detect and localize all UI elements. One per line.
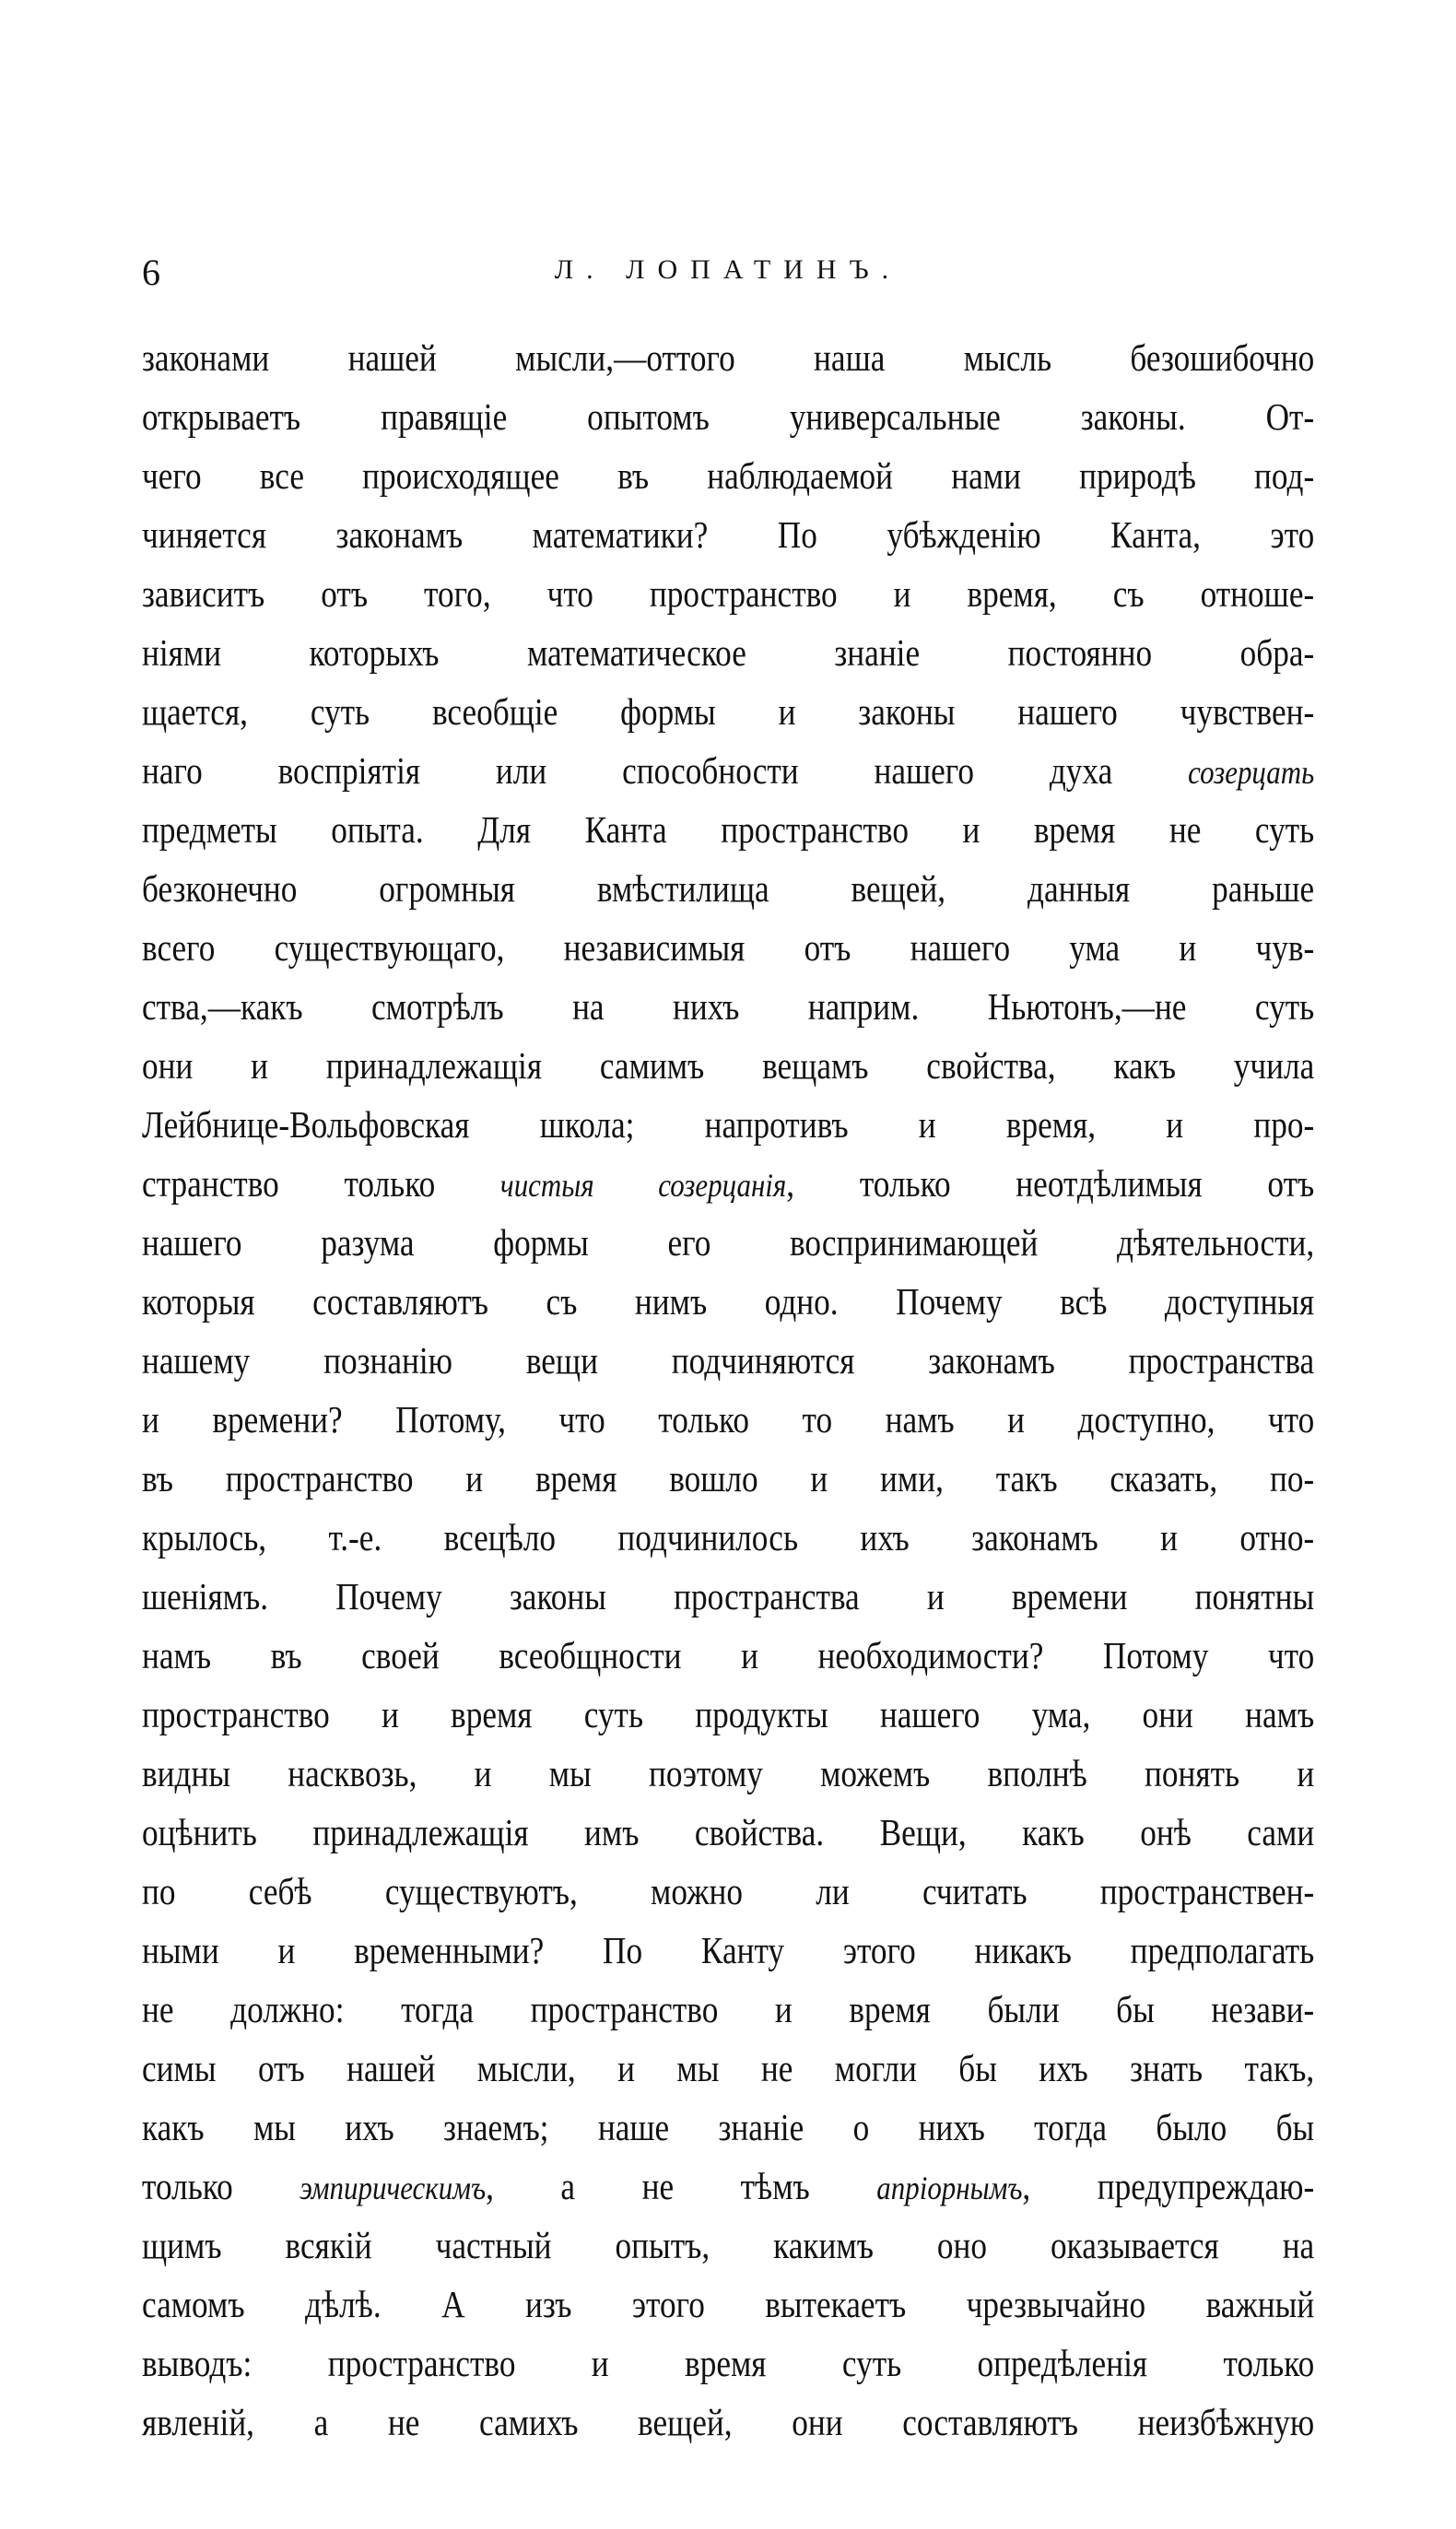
text-segment: , а не тѣмъ [486,2165,877,2207]
text-line [142,1567,1314,1626]
italic-text: созерцать [1188,754,1315,791]
text-segment: которыя составляютъ съ нимъ одно. Почему всѣ доступныя [142,1280,1315,1323]
text-segment: ными и временными? По Канту этого никакъ предполагать [142,1929,1315,1971]
body-text [142,328,1314,2452]
text-line [142,564,1314,623]
text-segment: наго воспріятія или способности нашего духа [142,749,1189,792]
text-segment: явленій, а не самихъ вещей, они составляютъ неизбѣжную [142,2401,1315,2443]
text-line [142,1626,1314,1685]
text-segment: предметы опыта. Для Канта пространство и время не суть [142,808,1315,851]
text-segment: ніями которыхъ математическое знаніе постоянно обра- [142,631,1315,674]
text-segment: они и принадлежащія самимъ вещамъ свойства, какъ учила [142,1044,1315,1087]
text-segment: Лейбнице-Вольфовская школа; напротивъ и время, и про- [142,1103,1315,1146]
text-segment: выводъ: пространство и время суть опредѣленія только [142,2342,1315,2384]
running-header [142,251,1314,297]
text-line [142,2157,1314,2216]
text-segment: щимъ всякій частный опытъ, какимъ оно оказывается на [142,2224,1315,2266]
text-line [142,1449,1314,1508]
text-line [142,800,1314,859]
text-segment: по себѣ существуютъ, можно ли считать пространствен- [142,1870,1315,1912]
text-segment: , только неотдѣлимыя отъ [786,1162,1315,1205]
text-line [142,1154,1314,1213]
text-line [142,741,1314,800]
text-line [142,977,1314,1036]
text-segment: всего существующаго, независимыя отъ нашего ума и чув- [142,926,1315,969]
text-segment: симы отъ нашей мысли, и мы не могли бы ихъ знать такъ, [142,2047,1315,2089]
text-line [142,2039,1314,2098]
page-number: 6 [142,252,160,293]
text-segment: въ пространство и время вошло и ими, такъ сказать, по- [142,1457,1315,1500]
italic-text: апріорнымъ [876,2170,1023,2206]
text-segment: видны насквозь, и мы поэтому можемъ вполнѣ понять и [142,1752,1315,1794]
text-segment: и времени? Потому, что только то намъ и доступно, что [142,1398,1315,1441]
text-line [142,505,1314,564]
text-line [142,1036,1314,1095]
text-segment: чиняется законамъ математики? По убѣжденію Канта, это [142,513,1315,556]
text-line [142,1980,1314,2039]
text-segment: не должно: тогда пространство и время были бы незави- [142,1988,1315,2030]
text-line [142,1095,1314,1154]
text-segment: пространство и время суть продукты нашего ума, они намъ [142,1693,1315,1735]
text-line [142,1390,1314,1449]
text-line [142,682,1314,741]
text-segment: чего все происходящее въ наблюдаемой нами природѣ под- [142,454,1315,497]
text-segment: только [142,2165,300,2207]
text-line [142,918,1314,977]
text-segment: ства,—какъ смотрѣлъ на нихъ наприм. Ньютонъ,—не суть [142,985,1315,1028]
text-segment: оцѣнить принадлежащія имъ свойства. Вещи, какъ онѣ сами [142,1811,1315,1853]
text-segment: шеніямъ. Почему законы пространства и времени понятны [142,1575,1315,1617]
text-line [142,859,1314,918]
text-line [142,1803,1314,1862]
text-segment: какъ мы ихъ знаемъ; наше знаніе о нихъ тогда было бы [142,2106,1315,2148]
text-segment: самомъ дѣлѣ. А изъ этого вытекаетъ чрезвычайно важный [142,2283,1315,2325]
text-line [142,1272,1314,1331]
text-segment: крылось, т.-е. всецѣло подчинилось ихъ законамъ и отно- [142,1516,1315,1559]
text-line [142,2098,1314,2157]
text-line [142,2393,1314,2452]
text-line [142,1213,1314,1272]
text-line [142,446,1314,505]
text-segment: странство только [142,1162,500,1205]
text-line [142,2334,1314,2393]
text-line [142,1331,1314,1390]
text-line [142,623,1314,682]
text-line [142,1508,1314,1567]
text-segment: нашего разума формы его воспринимающей дѣятельности, [142,1221,1315,1264]
text-segment: , предупреждаю- [1022,2165,1315,2207]
italic-text: эмпирическимъ [299,2170,487,2206]
text-segment: зависитъ отъ того, что пространство и время, съ отноше- [142,572,1315,615]
text-line [142,1862,1314,1921]
running-title: Л. ЛОПАТИНЪ. [554,254,902,285]
text-line [142,1921,1314,1980]
text-segment: законами нашей мысли,—оттого наша мысль безошибочно [142,336,1315,379]
text-segment: нашему познанію вещи подчиняются законамъ пространства [142,1339,1315,1382]
text-segment: безконечно огромныя вмѣстилища вещей, данныя раньше [142,867,1315,910]
text-segment: намъ въ своей всеобщности и необходимости? Потому что [142,1634,1315,1676]
text-line [142,1744,1314,1803]
text-line [142,387,1314,446]
text-line [142,1685,1314,1744]
text-segment: щается, суть всеобщіе формы и законы нашего чувствен- [142,690,1315,733]
text-segment: открываетъ правящіе опытомъ универсальные законы. От- [142,395,1315,438]
italic-text: чистыя созерцанія [499,1167,787,1204]
text-line [142,2275,1314,2334]
text-line [142,328,1314,387]
text-line [142,2216,1314,2275]
